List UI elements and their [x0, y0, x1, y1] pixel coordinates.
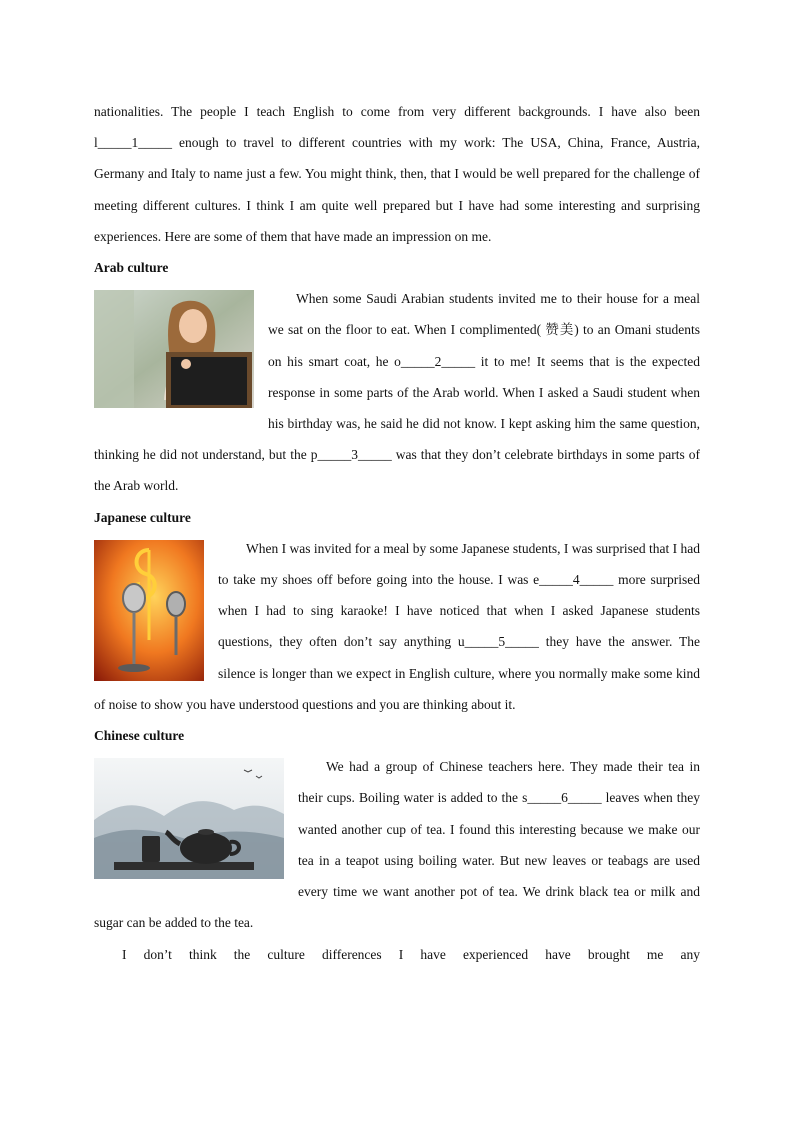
section-text-japanese: When I was invited for a meal by some Japanese students, I was surprised that I had to take my shoes off before going into the house. I was e_____4_____ more surprised when I had to sing karaoke! I have noticed that when I asked Japanese students questions, they often don’t say anything u_____5_____ they have the answer. The silence is longer than we expect in English culture, where you normally make some kind of noise to show you have understood questions and you are thinking about it.	[94, 540, 700, 712]
girl-with-blackboard-image	[94, 290, 254, 408]
karaoke-microphones-image	[94, 540, 204, 681]
document-page	[94, 96, 700, 971]
intro-paragraph: nationalities. The people I teach English to come from very different backgrounds. I have also been l_____1_____ enough to travel to different countries with my work: The USA, China, France, Austria, Germany and Italy to name just a few. You might think, then, that I would be well prepared for the challenge of meeting different cultures. I think I am quite well prepared but I have had some interesting and surprising experiences. Here are some of them that have made an impression on me.	[94, 104, 700, 244]
section-heading-chinese: Chinese culture	[94, 728, 185, 744]
section-heading-arab: Arab culture	[94, 260, 169, 276]
closing-paragraph: I don’t think the culture differences I have experienced have brought me any	[122, 947, 700, 963]
section-text-chinese: We had a group of Chinese teachers here. They made their tea in their cups. Boiling water is added to the s_____6_____ leaves when they wanted another cup of tea. I found this interesting because we make our tea in a teapot using boiling water. But new leaves or teabags are used every time we want another pot of tea. We drink black tea or milk and sugar can be added to the tea.	[94, 759, 700, 931]
section-text-arab: When some Saudi Arabian students invited me to their house for a meal we sat on the floor to eat. When I complimented( 赞美) to an Omani students on his smart coat, he o_____2_____ it to me! It seems that is the expected response in some parts of the Arab world. When I asked a Saudi student when his birthday was, he said he did not know. I kept asking him the same question, thinking he did not understand, but the p_____3_____ was that they don’t celebrate birthdays in some parts of the Arab world.	[94, 291, 700, 494]
teapot-landscape-image	[94, 758, 284, 879]
section-heading-japanese: Japanese culture	[94, 509, 191, 525]
